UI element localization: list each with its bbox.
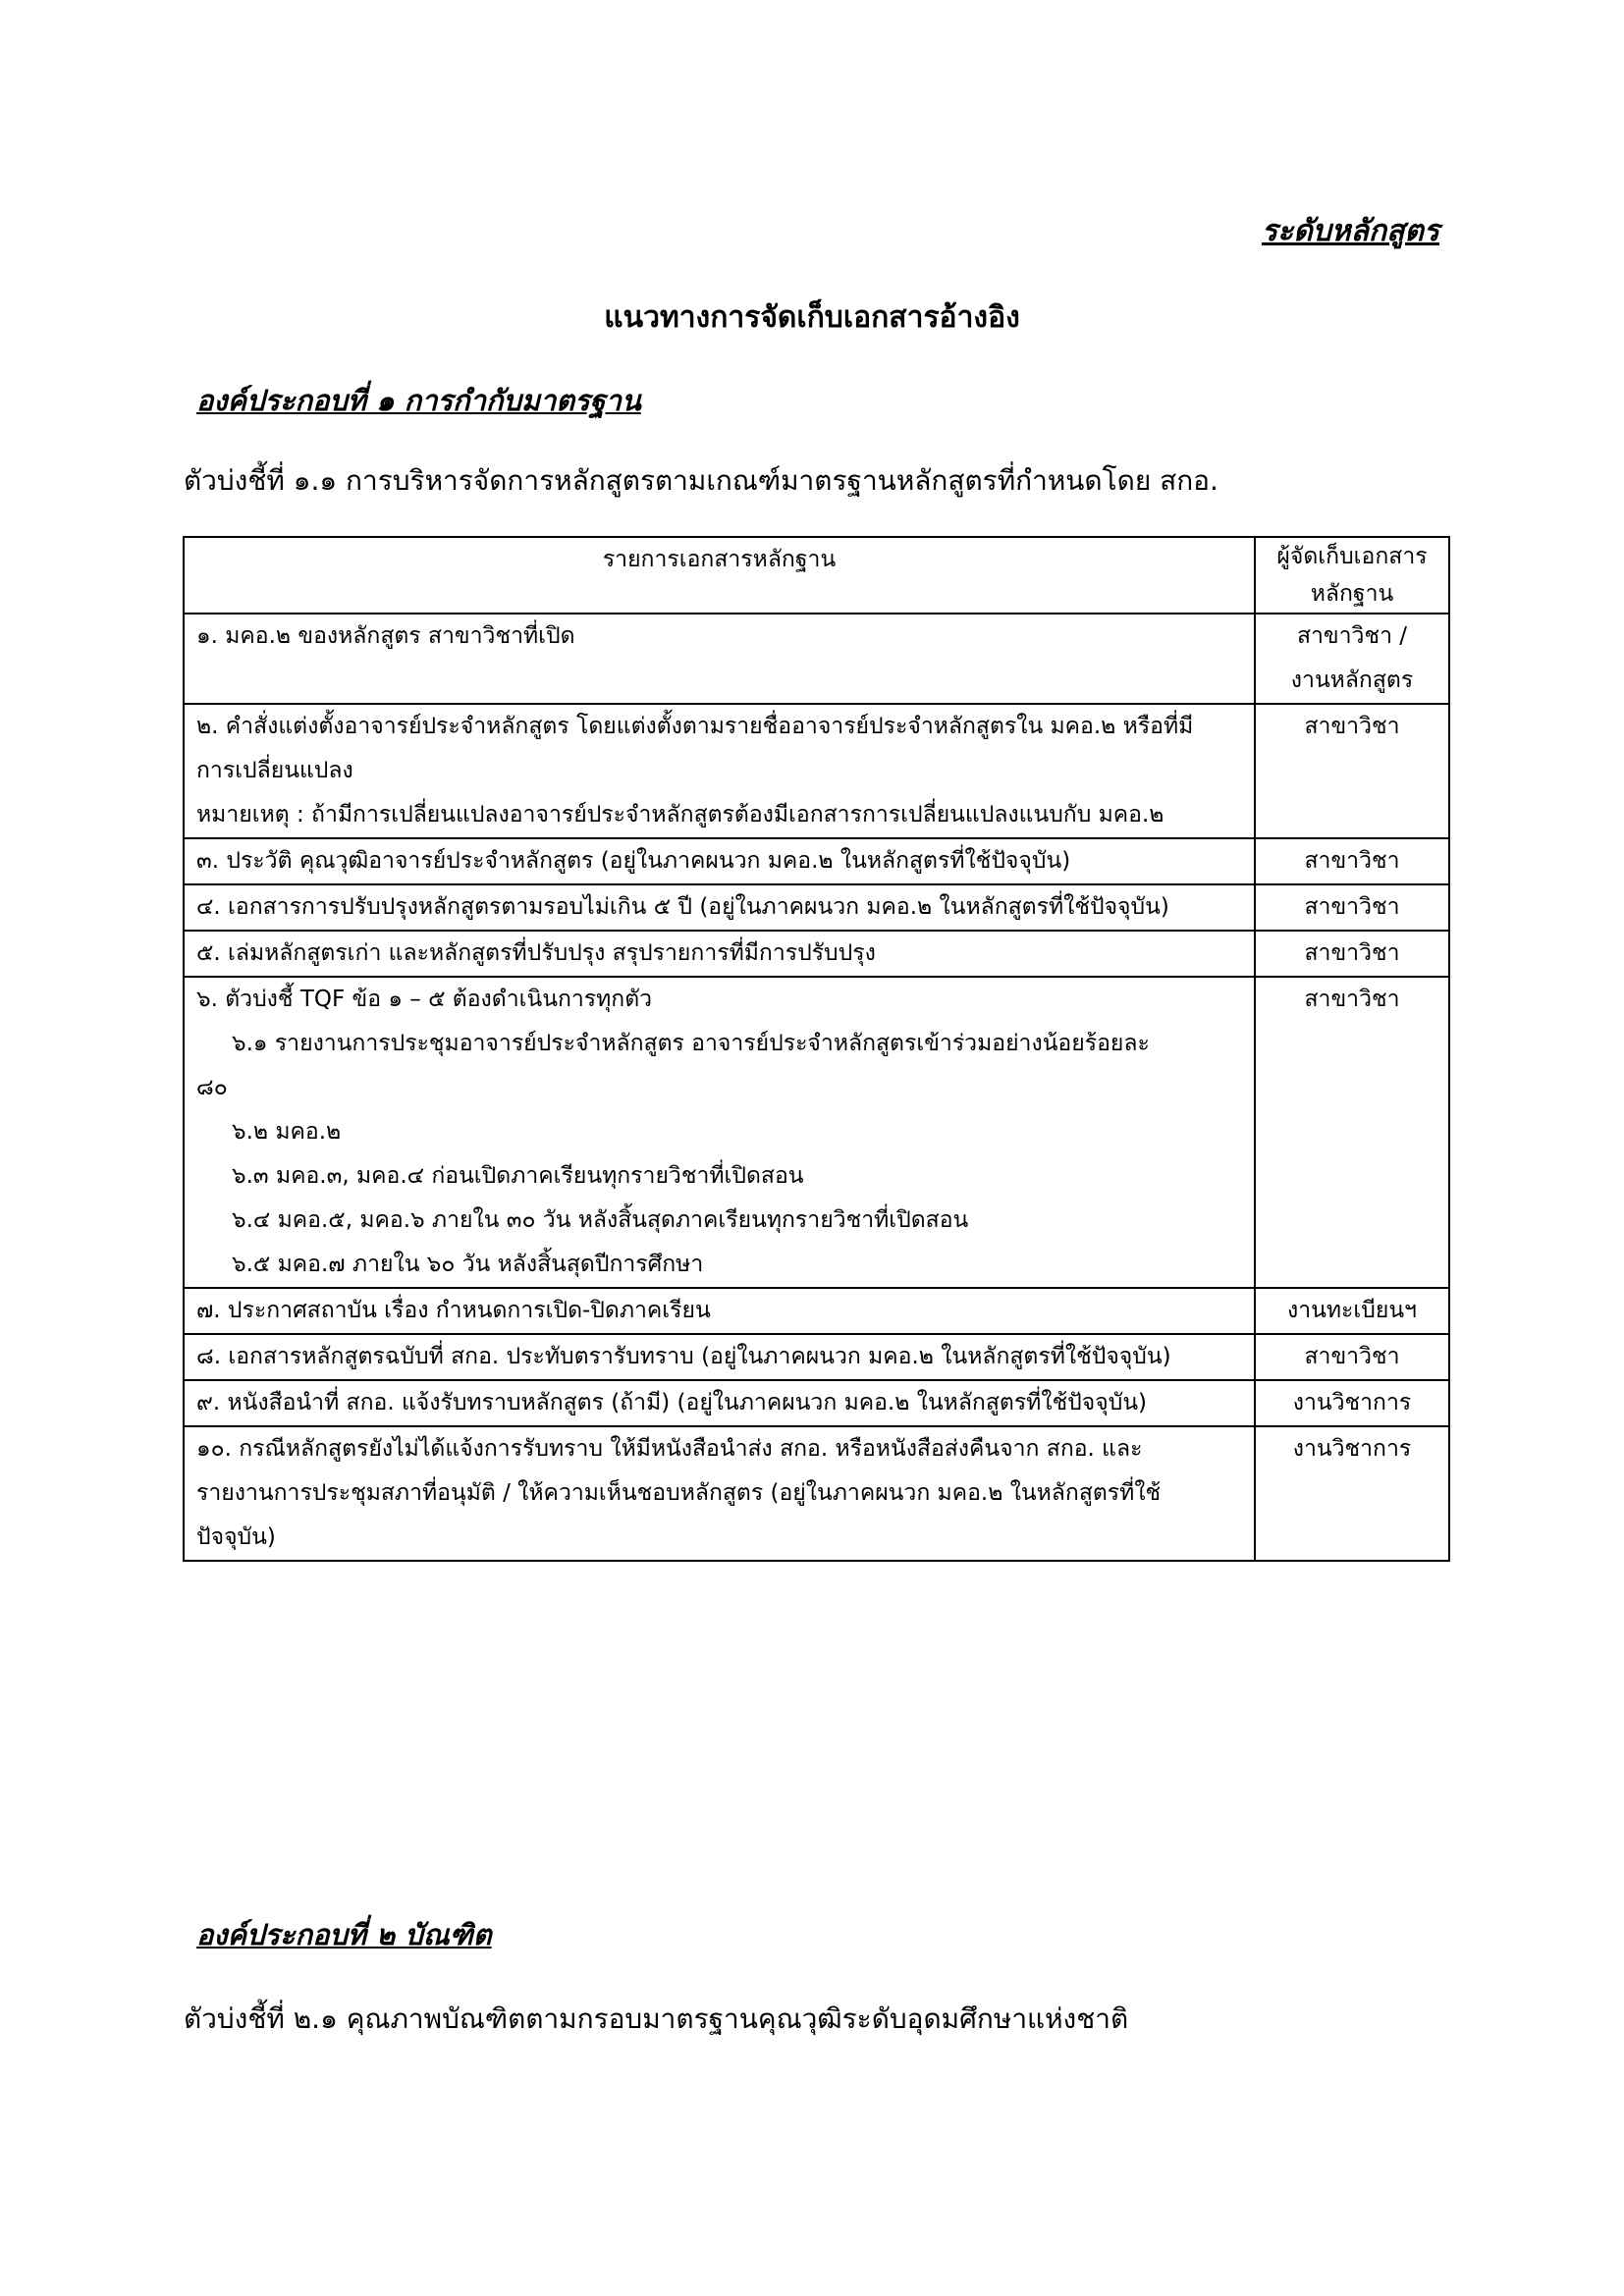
header-owner-line-1: ผู้จัดเก็บเอกสาร	[1276, 544, 1428, 569]
table-row	[184, 838, 1449, 884]
owner-text: สาขาวิชา	[1304, 940, 1400, 966]
owner-text: งานหลักสูตร	[1290, 667, 1414, 693]
table-row	[184, 1288, 1449, 1334]
indicator-1-1: ตัวบ่งชี้ที่ ๑.๑ การบริหารจัดการหลักสูตรตามเกณฑ์มาตรฐานหลักสูตรที่กำหนดโดย สกอ.	[184, 464, 1218, 497]
sub-item: ๖.๕ มคอ.๗ ภายใน ๖๐ วัน หลังสิ้นสุดปีการศึกษา	[232, 1252, 704, 1277]
table-row	[184, 614, 1449, 704]
owner-cell	[1255, 838, 1449, 884]
owner-text: สาขาวิชา	[1304, 714, 1400, 739]
item-text: ๒. คำสั่งแต่งตั้งอาจารย์ประจำหลักสูตร โดยแต่งตั้งตามรายชื่ออาจารย์ประจำหลักสูตรใน มคอ.๒ หรือที่มี	[196, 714, 1194, 739]
owner-cell	[1255, 1380, 1449, 1426]
item-text: ๔. เอกสารการปรับปรุงหลักสูตรตามรอบไม่เกิน ๕ ปี (อยู่ในภาคผนวก มคอ.๒ ในหลักสูตรที่ใช้ปัจจุบัน)	[196, 894, 1169, 920]
owner-cell	[1255, 884, 1449, 931]
owner-text: สาขาวิชา	[1304, 987, 1400, 1012]
item-text: ๙. หนังสือนำที่ สกอ. แจ้งรับทราบหลักสูตร (ถ้ามี) (อยู่ในภาคผนวก มคอ.๒ ในหลักสูตรที่ใช้ปัจจุบัน)	[196, 1390, 1148, 1415]
item-cell	[184, 704, 1255, 838]
documents-table	[183, 536, 1450, 1562]
table-row	[184, 931, 1449, 977]
owner-text: งานวิชาการ	[1292, 1390, 1412, 1415]
owner-text: งานทะเบียนฯ	[1287, 1298, 1417, 1323]
item-text: ๗. ประกาศสถาบัน เรื่อง กำหนดการเปิด-ปิดภาคเรียน	[196, 1298, 711, 1323]
header-documents: รายการเอกสารหลักฐาน	[184, 537, 1255, 614]
table-row	[184, 977, 1449, 1288]
item-text: ๑๐. กรณีหลักสูตรยังไม่ได้แจ้งการรับทราบ ให้มีหนังสือนำส่ง สกอ. หรือหนังสือส่งคืนจาก สกอ. และ	[196, 1436, 1143, 1462]
item-text: ๕. เล่มหลักสูตรเก่า และหลักสูตรที่ปรับปรุง สรุปรายการที่มีการปรับปรุง	[196, 940, 876, 966]
header-owner	[1255, 537, 1449, 614]
table-row	[184, 884, 1449, 931]
sub-item: ๖.๓ มคอ.๓, มคอ.๔ ก่อนเปิดภาคเรียนทุกรายวิชาที่เปิดสอน	[232, 1163, 804, 1189]
page-title: แนวทางการจัดเก็บเอกสารอ้างอิง	[604, 300, 1020, 335]
item-text: ๑. มคอ.๒ ของหลักสูตร สาขาวิชาที่เปิด	[196, 623, 575, 649]
owner-text: งานวิชาการ	[1292, 1436, 1412, 1462]
owner-cell	[1255, 614, 1449, 704]
table-row	[184, 1380, 1449, 1426]
item-text: ปัจจุบัน)	[196, 1524, 276, 1550]
item-text: การเปลี่ยนแปลง	[196, 758, 353, 783]
table-row	[184, 1426, 1449, 1561]
owner-text: สาขาวิชา	[1304, 848, 1400, 874]
table-header-row	[184, 537, 1449, 614]
item-cell	[184, 977, 1255, 1288]
owner-cell	[1255, 1288, 1449, 1334]
table-row	[184, 704, 1449, 838]
item-cell	[184, 884, 1255, 931]
item-cell	[184, 614, 1255, 704]
item-note: หมายเหตุ : ถ้ามีการเปลี่ยนแปลงอาจารย์ประจำหลักสูตรต้องมีเอกสารการเปลี่ยนแปลงแนบกับ มคอ.๒	[196, 802, 1164, 828]
level-label: ระดับหลักสูตร	[1262, 214, 1439, 248]
item-cell	[184, 1288, 1255, 1334]
table-row	[184, 1334, 1449, 1380]
sub-item-continuation: ๘๐	[196, 1075, 228, 1100]
owner-cell	[1255, 1426, 1449, 1561]
item-cell	[184, 931, 1255, 977]
item-cell	[184, 1426, 1255, 1561]
item-text: ๓. ประวัติ คุณวุฒิอาจารย์ประจำหลักสูตร (อยู่ในภาคผนวก มคอ.๒ ในหลักสูตรที่ใช้ปัจจุบัน)	[196, 848, 1071, 874]
sub-item: ๖.๒ มคอ.๒	[232, 1119, 342, 1145]
component-2-heading: องค์ประกอบที่ ๒ บัณฑิต	[196, 1918, 492, 1951]
item-cell	[184, 838, 1255, 884]
owner-text: สาขาวิชา	[1304, 894, 1400, 920]
owner-cell	[1255, 977, 1449, 1288]
component-1-heading: องค์ประกอบที่ ๑ การกำกับมาตรฐาน	[196, 384, 641, 417]
owner-cell	[1255, 1334, 1449, 1380]
indicator-2-1: ตัวบ่งชี้ที่ ๒.๑ คุณภาพบัณฑิตตามกรอบมาตรฐานคุณวุฒิระดับอุดมศึกษาแห่งชาติ	[184, 2002, 1129, 2035]
item-cell	[184, 1334, 1255, 1380]
item-cell	[184, 1380, 1255, 1426]
sub-item: ๖.๔ มคอ.๕, มคอ.๖ ภายใน ๓๐ วัน หลังสิ้นสุดภาคเรียนทุกรายวิชาที่เปิดสอน	[232, 1207, 969, 1233]
sub-item: ๖.๑ รายงานการประชุมอาจารย์ประจำหลักสูตร อาจารย์ประจำหลักสูตรเข้าร่วมอย่างน้อยร้อยละ	[232, 1031, 1150, 1056]
header-owner-line-2: หลักฐาน	[1310, 581, 1394, 607]
owner-cell	[1255, 704, 1449, 838]
item-text: รายงานการประชุมสภาที่อนุมัติ / ให้ความเห็นชอบหลักสูตร (อยู่ในภาคผนวก มคอ.๒ ในหลักสูตรที่ใช้	[196, 1480, 1162, 1506]
item-text: ๘. เอกสารหลักสูตรฉบับที่ สกอ. ประทับตรารับทราบ (อยู่ในภาคผนวก มคอ.๒ ในหลักสูตรที่ใช้ปัจจุบัน)	[196, 1344, 1171, 1369]
item-text: ๖. ตัวบ่งชี้ TQF ข้อ ๑ – ๕ ต้องดำเนินการทุกตัว	[196, 987, 653, 1012]
owner-text: สาขาวิชา /	[1296, 623, 1408, 649]
owner-cell	[1255, 931, 1449, 977]
owner-text: สาขาวิชา	[1304, 1344, 1400, 1369]
